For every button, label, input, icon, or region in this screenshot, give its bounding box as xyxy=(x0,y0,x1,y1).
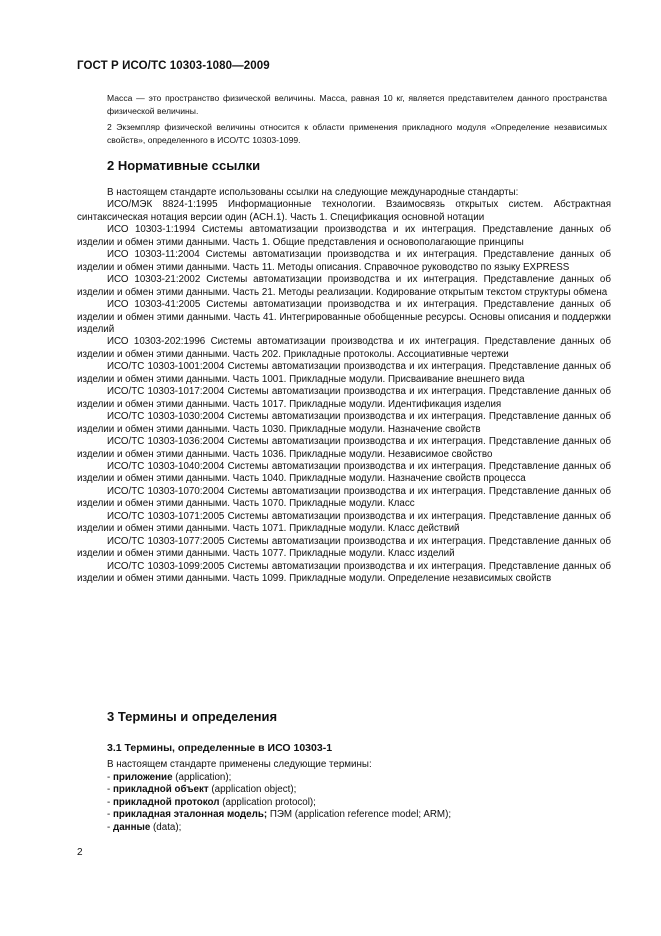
term-name: приложение xyxy=(112,771,173,783)
reference-item: ИСО/ТС 10303-1017:2004 Системы автоматизации производства и их интеграция. Представление данных об изделии и обмен этими данными. Часть 1017. Прикладные модули. Идентификация изделия xyxy=(77,386,611,410)
term-item: - прикладной объект (application object); xyxy=(107,784,297,795)
term-rest: (application object); xyxy=(208,784,297,795)
reference-item: ИСО/МЭК 8824-1:1995 Информационные технологии. Взаимосвязь открытых систем. Абстрактная синтаксическая нотация версии один (АСН.1). Часть 1. Спецификация основной нотации xyxy=(77,199,611,223)
term-item: - прикладная эталонная модель; ПЭМ (application reference model; ARM); xyxy=(107,809,452,820)
reference-item: ИСО/ТС 10303-1099:2005 Системы автоматизации производства и их интеграция. Представление данных об изделии и обмен этими данными. Часть 1099. Прикладные модули. Определение независимых свойств xyxy=(77,560,611,585)
normative-references xyxy=(77,187,611,586)
note-paragraph: Масса — это пространство физической величины. Масса, равная 10 кг, является представителем данного пространства физической величины. xyxy=(107,93,607,116)
term-rest: ПЭМ (application reference model; ARM); xyxy=(267,809,452,820)
reference-item: ИСО 10303-41:2005 Системы автоматизации производства и их интеграция. Представление данных об изделии и обмен этими данными. Часть 41. Интегрированные обобщенные ресурсы. Основы описания и поддержки изделий xyxy=(77,299,611,335)
term-name: данные xyxy=(112,821,151,833)
term-item: - приложение (application); xyxy=(107,771,232,783)
term-name: прикладной протокол xyxy=(112,796,220,808)
reference-item: ИСО/ТС 10303-1001:2004 Системы автоматизации производства и их интеграция. Представление данных об изделии и обмен этими данными. Часть 1001. Прикладные модули. Присваивание внешнего вида xyxy=(77,361,611,385)
section-3-heading: 3 Термины и определения xyxy=(107,709,278,724)
term-item: - данные (data); xyxy=(107,821,182,833)
section-intro: В настоящем стандарте использованы ссылки на следующие международные стандарты: xyxy=(107,187,519,198)
reference-item: ИСО/ТС 10303-1077:2005 Системы автоматизации производства и их интеграция. Представление данных об изделии и обмен этими данными. Часть 1077. Прикладные модули. Класс изделий xyxy=(77,535,611,560)
notes-block xyxy=(107,92,607,146)
reference-item: ИСО/ТС 10303-1036:2004 Системы автоматизации производства и их интеграция. Представление данных об изделии и обмен этими данными. Часть 1036. Прикладные модули. Независимое свойство xyxy=(77,436,611,460)
term-rest: (data); xyxy=(150,821,182,833)
reference-item: ИСО 10303-202:1996 Системы автоматизации производства и их интеграция. Представление данных об изделии и обмен этими данными. Часть 202. Прикладные протоколы. Ассоциативные чертежи xyxy=(77,336,611,360)
reference-item: ИСО/ТС 10303-1030:2004 Системы автоматизации производства и их интеграция. Представление данных об изделии и обмен этими данными. Часть 1030. Прикладные модули. Назначение свойств xyxy=(77,411,611,435)
term-rest: (application protocol); xyxy=(219,796,316,808)
reference-item: ИСО/ТС 10303-1040:2004 Системы автоматизации производства и их интеграция. Представление данных об изделии и обмен этими данными. Часть 1040. Прикладные модули. Назначение свойств процесса xyxy=(77,460,611,485)
note-paragraph: 2 Экземпляр физической величины относится к области применения прикладного модуля «Определение независимых свойств», определенного в ИСО/ТС 10303-1099. xyxy=(107,122,607,145)
term-rest: (application); xyxy=(172,771,232,783)
subsection-3-1-heading: 3.1 Термины, определенные в ИСО 10303-1 xyxy=(107,742,333,754)
reference-item: ИСО/ТС 10303-1070:2004 Системы автоматизации производства и их интеграция. Представление данных об изделии и обмен этими данными. Часть 1070. Прикладные модули. Класс xyxy=(77,485,611,510)
term-item: - прикладной протокол (application protocol); xyxy=(107,796,316,808)
reference-item: ИСО/ТС 10303-1071:2005 Системы автоматизации производства и их интеграция. Представление данных об изделии и обмен этими данными. Часть 1071. Прикладные модули. Класс действий xyxy=(77,510,611,535)
term-name: прикладная эталонная модель; xyxy=(112,809,268,820)
terms-block xyxy=(107,759,607,834)
reference-item: ИСО 10303-21:2002 Системы автоматизации производства и их интеграция. Представление данных об изделии и обмен этими данными. Часть 21. Методы реализации. Кодирование открытым текстом структуры обмена xyxy=(77,274,611,298)
terms-list xyxy=(107,772,607,835)
reference-item: ИСО 10303-1:1994 Системы автоматизации производства и их интеграция. Представление данных об изделии и обмен этими данными. Часть 1. Общие представления и основополагающие принципы xyxy=(77,224,611,248)
reference-item: ИСО 10303-11:2004 Системы автоматизации производства и их интеграция. Представление данных об изделии и обмен этими данными. Часть 11. Методы описания. Справочное руководство по языку EXPRESS xyxy=(77,249,611,273)
document-header: ГОСТ Р ИСО/ТС 10303-1080—2009 xyxy=(77,60,270,72)
page-number: 2 xyxy=(77,847,83,858)
terms-intro: В настоящем стандарте применены следующие термины: xyxy=(107,759,372,770)
term-name: прикладной объект xyxy=(112,784,209,795)
section-2-heading: 2 Нормативные ссылки xyxy=(107,158,261,173)
